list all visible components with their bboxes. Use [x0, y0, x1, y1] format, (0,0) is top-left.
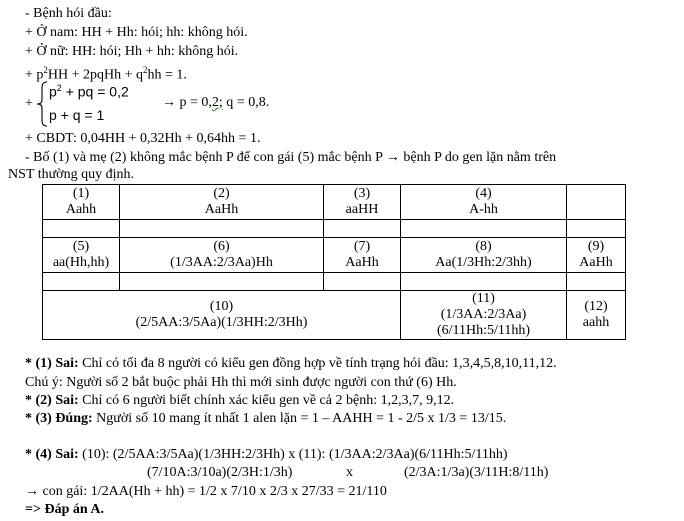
equation-system: [25, 81, 325, 127]
table-cell: [324, 185, 401, 220]
text-line-autosomal: NST thường quy định.: [8, 167, 134, 182]
table-cell: [567, 220, 626, 238]
answer-note: Chú ý: Người số 2 bắt buộc phải Hh thì mới sinh được người con thứ (6) Hh.: [25, 375, 457, 390]
table-row: [43, 220, 626, 238]
person-number: (11): [472, 291, 495, 306]
final-answer: [25, 501, 104, 518]
person-number: (9): [587, 239, 605, 254]
person-number: (1): [72, 186, 90, 201]
person-genotype: AaHh: [345, 255, 379, 270]
person-genotype: aaHH: [345, 202, 379, 217]
person-number: (2): [213, 186, 230, 201]
answer-2-text: Chỉ có 6 người biết chính xác kiểu gen về cả 2 bệnh: 1,2,3,7, 9,12.: [78, 393, 455, 408]
table-cell: [43, 238, 120, 273]
person-genotype: AaHh: [204, 202, 239, 217]
table-cell: [324, 273, 401, 291]
answer-4-result: → con gái: 1/2AA(Hh + hh) = 1/2 x 7/10 x 2/3 x 27/33 = 21/110: [25, 484, 387, 499]
person-number: (10): [209, 299, 234, 314]
person-genotype: aahh: [582, 315, 610, 330]
result-part-c: q = 0,8.: [222, 95, 270, 110]
gamete-10: (7/10A:3/10a)(2/3H:1/3h): [147, 465, 293, 480]
table-cell: [401, 238, 567, 273]
answer-1-label: * (1) Sai:: [25, 356, 79, 371]
table-cell: [401, 185, 567, 220]
table-cell: [401, 220, 567, 238]
person-number: (4): [475, 186, 492, 201]
hw-part-c: hh = 1.: [147, 67, 187, 83]
table-cell: [567, 238, 626, 273]
answer-3-label: * (3) Đúng:: [25, 411, 93, 426]
final-arrow: =>: [25, 502, 45, 517]
gamete-cross: x: [346, 465, 353, 480]
answer-2-label: * (2) Sai:: [25, 393, 79, 408]
pedigree-genotype-table: [42, 184, 626, 340]
table-row: [43, 273, 626, 291]
table-cell: [120, 220, 324, 238]
table-row: [43, 291, 626, 340]
answer-4: [25, 446, 508, 463]
table-cell: [43, 185, 120, 220]
text-line-baldness-heading: - Bệnh hói đầu:: [25, 6, 112, 21]
result-part-a: → p = 0,: [162, 95, 212, 110]
hw-sup-2: 2: [143, 65, 148, 75]
answer-4-text: (10): (2/5AA:3/5Aa)(1/3HH:2/3Hh) x (11): (1/3AA:2/3Aa)(6/11Hh:5/11hh): [78, 447, 508, 462]
person-genotype: (1/3AA:2/3Aa)Hh: [170, 255, 273, 270]
eq1-rest: + pq = 0,2: [61, 83, 129, 100]
table-cell: [324, 238, 401, 273]
person-number: (7): [353, 239, 371, 254]
person-genotype: A-hh: [469, 202, 498, 217]
table-cell: [43, 291, 401, 340]
hw-sup-1: 2: [43, 65, 48, 75]
person-number: (8): [475, 239, 492, 254]
person-number: (3): [353, 186, 371, 201]
table-cell: [567, 273, 626, 291]
table-cell: [43, 273, 120, 291]
curly-brace-icon: [36, 81, 48, 127]
person-genotype: (1/3AA:2/3Aa)(6/11Hh:5/11hh): [436, 307, 531, 338]
table-row: [43, 238, 626, 273]
answer-3-text: Người số 10 mang ít nhất 1 alen lặn = 1 – AAHH = 1 - 2/5 x 1/3 = 13/15.: [92, 411, 507, 426]
table-cell: [120, 185, 324, 220]
text-line-female: + Ở nữ: HH: hói; Hh + hh: không hói.: [25, 44, 239, 59]
final-answer-text: Đáp án A.: [44, 502, 104, 517]
table-cell: [120, 238, 324, 273]
answer-1: [25, 355, 557, 372]
table-cell: [567, 291, 626, 340]
table-cell: [43, 220, 120, 238]
answer-1-text: Chỉ có tối đa 8 người có kiểu gen đồng hợp về tính trạng hói đầu: 1,3,4,5,8,10,11,12.: [78, 356, 557, 371]
table-cell: [120, 273, 324, 291]
eq1-p: p: [49, 83, 57, 100]
table-cell: [401, 273, 567, 291]
system-plus: +: [25, 96, 33, 111]
person-genotype: (2/5AA:3/5Aa)(1/3HH:2/3Hh): [135, 315, 308, 330]
text-line-male: + Ở nam: HH + Hh: hói; hh: không hói.: [25, 25, 248, 40]
person-number: (6): [213, 239, 230, 254]
hw-part-b: HH + 2pqHh + q: [47, 67, 144, 83]
person-number: (12): [584, 299, 608, 314]
equation-result: [162, 95, 269, 111]
table-row: [43, 185, 626, 220]
gamete-11: (2/3A:1/3a)(3/11H:8/11h): [404, 465, 549, 480]
table-cell: [324, 220, 401, 238]
answer-4-label: * (4) Sai:: [25, 447, 79, 462]
table-cell: [401, 291, 567, 340]
eq1-sup: 2: [56, 83, 62, 93]
text-line-disease-p: - Bố (1) và mẹ (2) không mắc bệnh P để con gái (5) mắc bệnh P → bệnh P do gen lặn nằm trên: [25, 150, 557, 165]
person-genotype: aa(Hh,hh): [52, 255, 110, 270]
person-genotype: Aa(1/3Hh:2/3hh): [435, 255, 532, 270]
person-genotype: Aahh: [65, 202, 97, 217]
equation-1: [49, 83, 129, 100]
person-number: (5): [72, 239, 90, 254]
result-part-b: 2;: [211, 95, 223, 110]
text-line-cbdt: + CBDT: 0,04HH + 0,32Hh + 0,64hh = 1.: [25, 131, 261, 146]
table-cell: [567, 185, 626, 220]
person-genotype: AaHh: [579, 255, 613, 270]
equation-2: p + q = 1: [49, 107, 105, 123]
answer-2: [25, 392, 454, 409]
answer-3: [25, 410, 506, 427]
hw-part-a: + p: [25, 67, 44, 83]
